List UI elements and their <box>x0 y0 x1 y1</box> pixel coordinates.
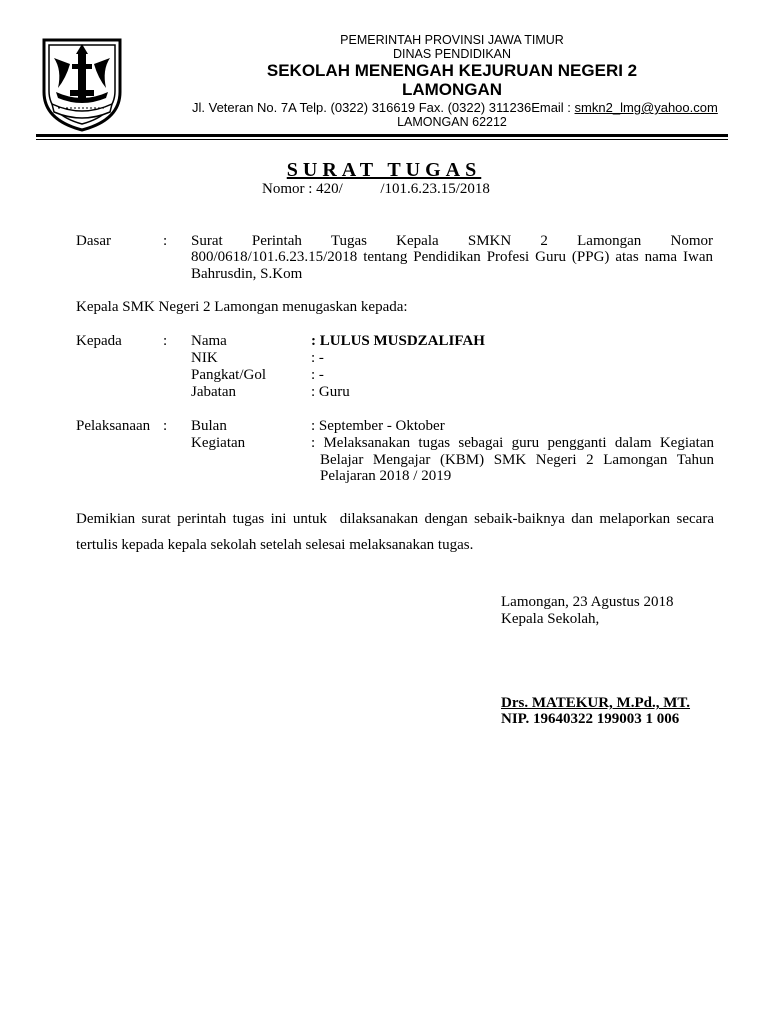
kegiatan-label: Kegiatan <box>191 435 246 451</box>
signer-name: Drs. MATEKUR, M.Pd., MT. <box>501 695 691 711</box>
pelaksanaan-colon: : <box>163 418 168 434</box>
dasar-line-2: 800/0618/101.6.23.15/2018 tentang Pendidikan Profesi Guru (PPG) atas nama Iwan <box>191 249 713 265</box>
pangkat-label: Pangkat/Gol <box>191 367 266 383</box>
letterhead-thick-rule <box>36 134 728 137</box>
signer-position: Kepala Sekolah, <box>501 611 600 627</box>
provincial-coat-of-arms-icon <box>36 34 128 134</box>
bulan-value: : September - Oktober <box>311 418 445 434</box>
nama-label: Nama <box>191 333 227 349</box>
document-number: Nomor : 420/ /101.6.23.15/2018 <box>262 181 490 197</box>
signer-nip: NIP. 19640322 199003 1 006 <box>501 711 680 727</box>
kepada-colon: : <box>163 333 168 349</box>
letterhead-government: PEMERINTAH PROVINSI JAWA TIMUR <box>340 33 564 47</box>
closing-line-2: tertulis kepada kepala sekolah setelah selesai melaksanakan tugas. <box>76 537 474 553</box>
kepada-label: Kepada <box>76 333 122 349</box>
pangkat-value: : - <box>311 367 324 383</box>
nama-value: : LULUS MUSDZALIFAH <box>311 333 485 349</box>
kegiatan-line-1: : Melaksanakan tugas sebagai guru pengganti dalam Kegiatan <box>311 435 714 451</box>
address-text: Jl. Veteran No. 7A Telp. (0322) 316619 Fax. (0322) 311236Email : <box>192 100 575 115</box>
dasar-line-1: Surat Perintah Tugas Kepala SMKN 2 Lamongan Nomor <box>191 233 713 249</box>
letterhead-city: LAMONGAN <box>401 80 503 99</box>
nik-value: : - <box>311 350 324 366</box>
pelaksanaan-label: Pelaksanaan <box>76 418 151 434</box>
jabatan-value: : Guru <box>311 384 350 400</box>
jabatan-label: Jabatan <box>191 384 236 400</box>
letterhead-postal: LAMONGAN 62212 <box>397 115 507 129</box>
dasar-label: Dasar <box>76 233 111 249</box>
letterhead-department: DINAS PENDIDIKAN <box>392 47 512 61</box>
letterhead-thin-rule <box>36 139 728 140</box>
letterhead-school-name: SEKOLAH MENENGAH KEJURUAN NEGERI 2 <box>266 61 638 80</box>
dasar-line-3: Bahrusdin, S.Kom <box>191 266 303 282</box>
kegiatan-line-3: Pelajaran 2018 / 2019 <box>320 468 452 484</box>
closing-line-1: Demikian surat perintah tugas ini untuk dilaksanakan dengan sebaik-baiknya dan melaporkan secara <box>76 511 714 527</box>
place-date: Lamongan, 23 Agustus 2018 <box>501 594 674 610</box>
intro-text: Kepala SMK Negeri 2 Lamongan menugaskan kepada: <box>76 299 408 315</box>
letterhead-address <box>192 100 718 115</box>
bulan-label: Bulan <box>191 418 227 434</box>
email-link[interactable]: smkn2_lmg@yahoo.com <box>574 100 718 115</box>
dasar-colon: : <box>163 233 168 249</box>
kegiatan-line-2: Belajar Mengajar (KBM) SMK Negeri 2 Lamongan Tahun <box>320 452 714 468</box>
nik-label: NIK <box>191 350 218 366</box>
document-title: SURAT TUGAS <box>286 159 482 181</box>
